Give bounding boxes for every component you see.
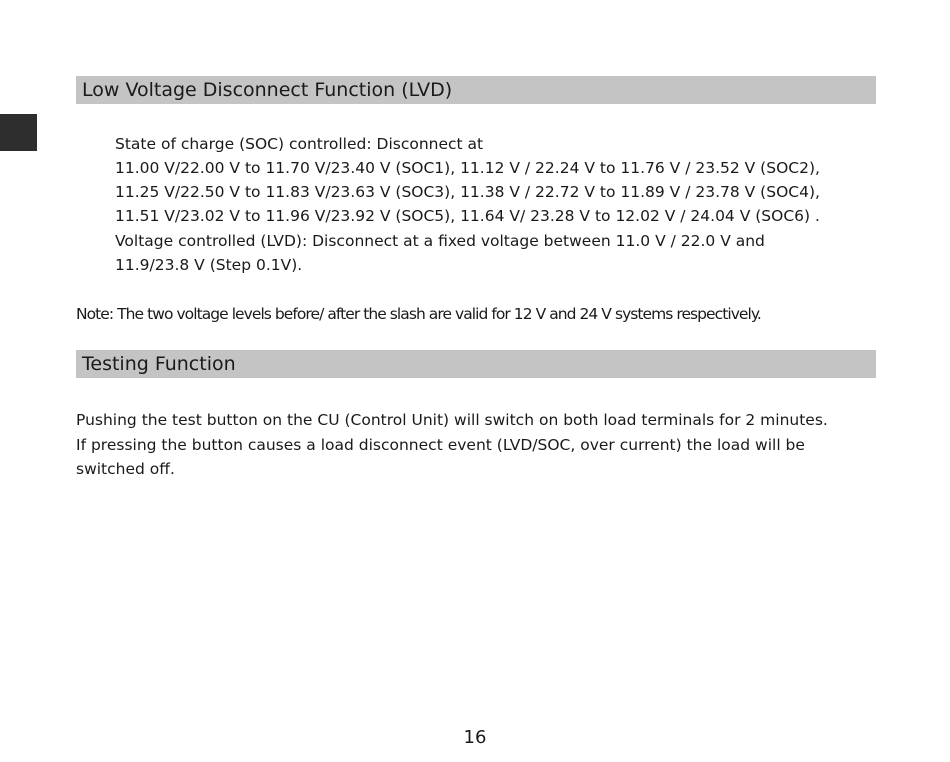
- section-heading-lvd-text: Low Voltage Disconnect Function (LVD): [82, 79, 453, 101]
- soc-line-3: 11.51 V/23.02 V to 11.96 V/23.92 V (SOC5), 11.64 V/ 23.28 V to 12.02 V / 24.04 V (SOC6) .: [115, 207, 820, 225]
- soc-line-1: 11.00 V/22.00 V to 11.70 V/23.40 V (SOC1), 11.12 V / 22.24 V to 11.76 V / 23.52 V (SOC2),: [115, 159, 820, 177]
- voltage-line-1: Voltage controlled (LVD): Disconnect at a fixed voltage between 11.0 V / 22.0 V and: [115, 232, 765, 250]
- soc-line-2: 11.25 V/22.50 V to 11.83 V/23.63 V (SOC3), 11.38 V / 22.72 V to 11.89 V / 23.78 V (SOC4),: [115, 183, 820, 201]
- voltage-line-2: 11.9/23.8 V (Step 0.1V).: [115, 256, 303, 274]
- testing-paragraph-2: If pressing the button causes a load disconnect event (LVD/SOC, over current) the load will be switched off.: [76, 435, 805, 478]
- section-heading-testing-text: Testing Function: [82, 353, 236, 375]
- chapter-tab-marker: [0, 114, 37, 151]
- voltage-note: Note: The two voltage levels before/ after the slash are valid for 12 V and 24 V systems respectively.: [76, 305, 761, 323]
- section-heading-lvd: [76, 76, 876, 104]
- page-number: 16: [463, 727, 487, 748]
- testing-paragraph-1: Pushing the test button on the CU (Control Unit) will switch on both load terminals for 2 minutes.: [76, 411, 828, 429]
- soc-line-intro: State of charge (SOC) controlled: Disconnect at: [115, 135, 484, 153]
- testing-description: [76, 408, 876, 482]
- section-heading-testing: [76, 350, 876, 378]
- lvd-description: [115, 132, 875, 277]
